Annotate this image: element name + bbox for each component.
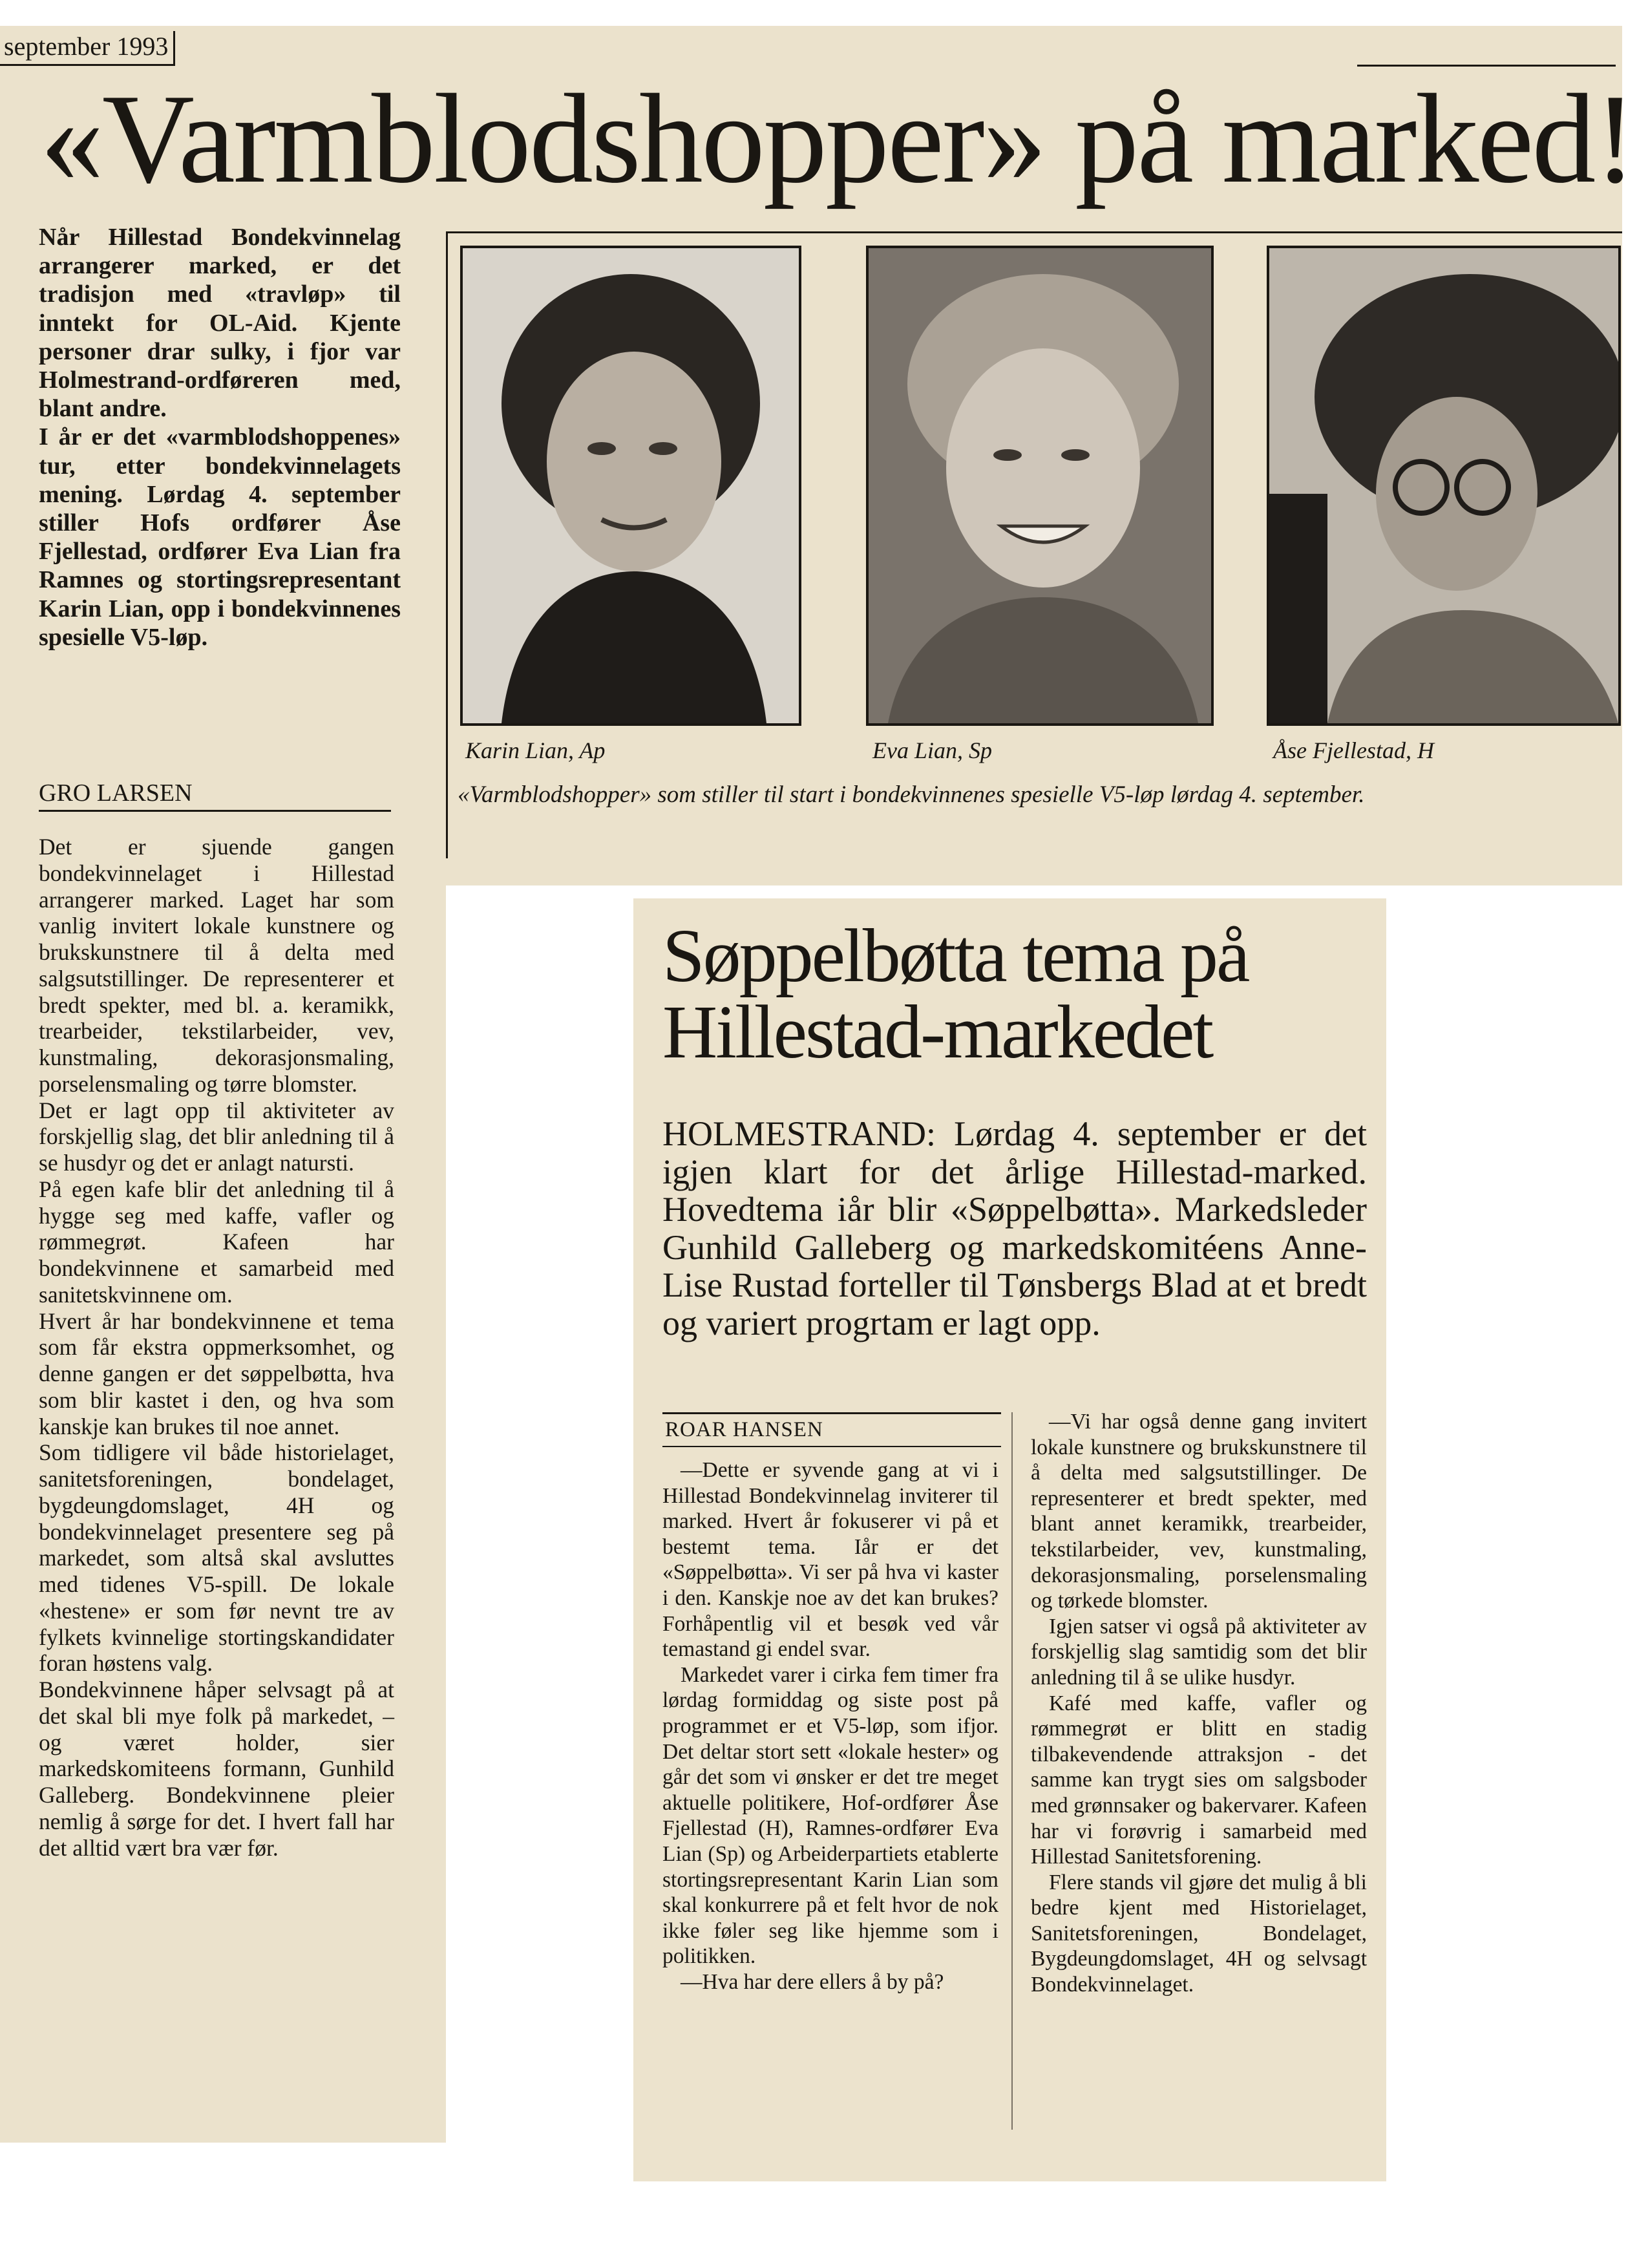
body-paragraph: Bondekvinnene håper selvsagt på at det skal bli mye folk på markedet, – og været holder, sier markedskomiteens formann, Gunhild Galleberg. Bondekvinnene pleier nemlig å sørge for det. I hvert fall har det alltid vært bra vær før. bbox=[39, 1677, 394, 1861]
portrait-photo-icon bbox=[1269, 248, 1618, 723]
column-divider bbox=[1011, 1412, 1013, 2130]
photo-caption: «Varmblodshopper» som stiller til start i bondekvinnenes spesielle V5-løp lørdag 4. september. bbox=[458, 781, 1365, 808]
photo-caption-name: Åse Fjellestad, H bbox=[1273, 737, 1434, 763]
article1-lead bbox=[39, 223, 401, 652]
article2-column-1 bbox=[662, 1457, 998, 1995]
body-paragraph: Det er lagt opp til aktiviteter av forskjellig slag, det blir anledning til å se husdyr og det er anlagt natursti. bbox=[39, 1097, 394, 1176]
body-paragraph: Igjen satser vi også på aktiviteter av forskjellig slag samtidig som det blir anledning til å se ulike husdyr. bbox=[1031, 1614, 1367, 1690]
article1-body bbox=[39, 834, 394, 1861]
article2-lead: HOLMESTRAND: Lørdag 4. september er det igjen klart for det årlige Hillestad-marked. Hovedtema iår blir «Søppelbøtta». Markedsleder Gunhild Galleberg og markedskomitéens Anne-Lise Rustad forteller til Tønsbergs Blad at et bredt og variert progrtam er lagt opp. bbox=[662, 1114, 1367, 1342]
lead-paragraph: I år er det «varmblodshoppenes» tur, etter bondekvinnelagets mening. Lørdag 4. september stiller Hofs ordfører Åse Fjellestad, ordfører Eva Lian fra Ramnes og stortingsrepresentant Karin Lian, opp i bondekvinnenes spesielle V5-løp. bbox=[39, 423, 401, 651]
divider bbox=[1357, 65, 1616, 67]
article2-headline: Søppelbøtta tema på Hillestad-markedet bbox=[662, 913, 1249, 1074]
body-paragraph: —Vi har også denne gang invitert lokale kunstnere og brukskunstnere til å delta med salgsutstillinger. De representerer et bredt spekter, med blant annet keramikk, trearbeider, tekstilarbeider, vev, kunstmaling, dekorasjonsmaling, porselensmaling og tørkede blomster. bbox=[1031, 1410, 1367, 1613]
photo-caption-name: Eva Lian, Sp bbox=[872, 737, 992, 763]
photo-caption-name: Karin Lian, Ap bbox=[465, 737, 606, 763]
photo-ase-fjellestad bbox=[1267, 246, 1621, 726]
body-paragraph: —Hva har dere ellers å by på? bbox=[681, 1969, 944, 1994]
article2-byline: ROAR HANSEN bbox=[662, 1412, 1001, 1447]
photo-frame-rule bbox=[446, 231, 1622, 233]
body-paragraph: Det er sjuende gangen bondekvinnelaget i Hillestad arrangerer marked. Laget har som vanlig invitert lokale kunstnere og brukskunstnere til å delta med salgsutstillinger. De representerer et bredt spekter, med bl. a. keramikk, trearbeider, tekstilarbeider, vev, kunstmaling, dekorasjonsmaling, porselensmaling og tørre blomster. bbox=[39, 834, 394, 1097]
body-paragraph: Som tidligere vil både historielaget, sanitetsforeningen, bondelaget, bygdeungdomslaget, 4H og bondekvinnelaget presentere seg på markedet, som altså skal avsluttes med tidenes V5-spill. De lokale «hestene» er som før nevnt tre av fylkets kvinnelige stortingskandidater foran høstens valg. bbox=[39, 1439, 394, 1677]
lead-paragraph: Når Hillestad Bondekvinnelag arrangerer marked, er det tradisjon med «travløp» til inntekt for OL-Aid. Kjente personer drar sulky, i fjor var Holmestrand-ordføreren med, blant andre. bbox=[39, 224, 401, 423]
body-paragraph: Markedet varer i cirka fem timer fra lørdag formiddag og siste post på programmet er et V5-løp, som ifjor. Det deltar stort sett «lokale hester» og går det som vi ønsker er det tre meget aktuelle politikere, Hof-ordfører Åse Fjellestad (H), Ramnes-ordfører Eva Lian (Sp) og Arbeiderpartiets etablerte stortingsrepresentant Karin Lian som skal konkurrere på et felt hvor de nok ikke føler seg like hjemme som i politikken. bbox=[662, 1662, 998, 1969]
photo-frame-rule bbox=[446, 231, 448, 858]
body-paragraph: Hvert år har bondekvinnene et tema som får ekstra oppmerksomhet, og denne gangen er det søppelbøtta, hva som blir kastet i den, og hva som kanskje kan brukes til noe annet. bbox=[39, 1308, 394, 1439]
photo-karin-lian bbox=[460, 246, 801, 726]
body-paragraph: Kafé med kaffe, vafler og rømmegrøt er blitt en stadig tilbakevendende attraksjon - det samme kan trygt sies om salgsboder med grønnsaker og bakervarer. Kafeen har vi forøvrig i samarbeid med Hillestad Sanitetsforening. bbox=[1031, 1691, 1367, 1869]
article1-byline: GRO LARSEN bbox=[39, 779, 391, 812]
article2-column-2 bbox=[1031, 1409, 1367, 1998]
portrait-photo-icon bbox=[869, 248, 1211, 723]
photo-eva-lian bbox=[866, 246, 1214, 726]
body-paragraph: —Dette er syvende gang at vi i Hillestad Bondekvinnelag inviterer til marked. Hvert år fokuserer vi på et bestemt tema. Iår er det «Søppelbøtta». Vi ser på hva vi kaster i den. Kanskje noe av det kan brukes? Forhåpentlig vil et besøk ved vår temastand gi endel svar. bbox=[662, 1458, 998, 1662]
article1-headline: «Varmblodshopper» på marked! bbox=[40, 68, 1635, 209]
body-paragraph: På egen kafe blir det anledning til å hygge seg med kaffe, vafler og rømmegrøt. Kafeen har bondekvinnene et samarbeid med sanitetskvinnene om. bbox=[39, 1176, 394, 1308]
portrait-photo-icon bbox=[463, 248, 799, 723]
body-paragraph: Flere stands vil gjøre det mulig å bli bedre kjent med Historielaget, Sanitetsforeningen, Bondelaget, Bygdeungdomslaget, 4H og selvsagt Bondekvinnelaget. bbox=[1031, 1870, 1367, 1997]
dateline: september 1993 bbox=[0, 31, 175, 66]
